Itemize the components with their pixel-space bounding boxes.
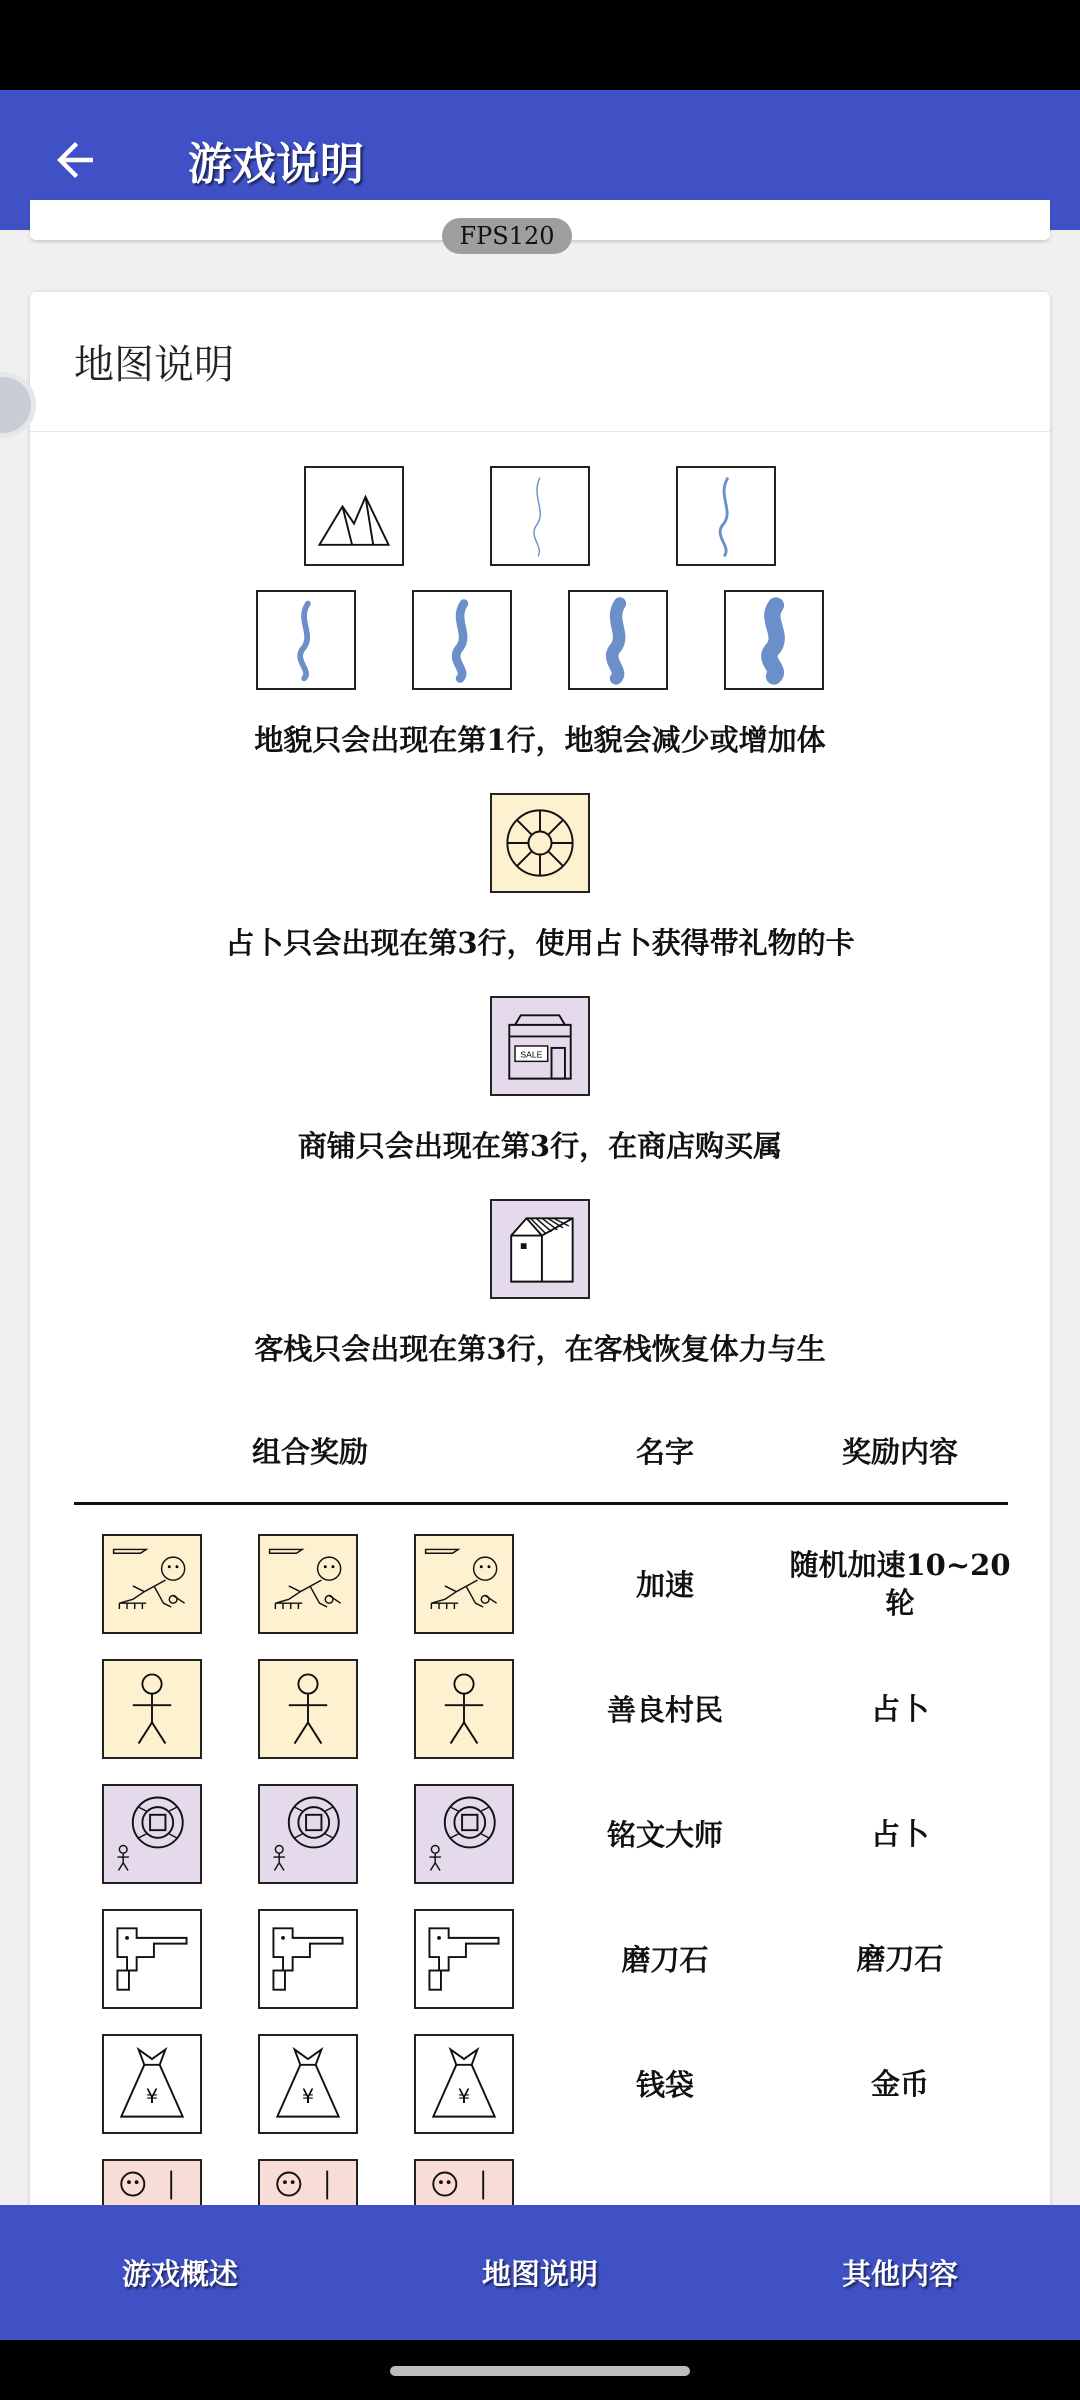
whetstone-icon bbox=[102, 1909, 202, 2009]
svg-text:¥: ¥ bbox=[457, 2084, 471, 2108]
river-tile-2 bbox=[676, 466, 776, 566]
combo-icons bbox=[30, 1784, 550, 1884]
mountain-tile bbox=[304, 466, 404, 566]
nav-map-description[interactable]: 地图说明 bbox=[481, 2257, 598, 2291]
card-title: 地图说明 bbox=[74, 342, 234, 388]
page-title: 游戏说明 bbox=[188, 139, 364, 190]
river-medium-icon bbox=[258, 592, 354, 688]
fps-badge: FPS120 bbox=[442, 218, 572, 254]
mountain-icon bbox=[306, 468, 402, 564]
shop-icon bbox=[492, 998, 588, 1094]
inscription-master-icon bbox=[102, 1784, 202, 1884]
map-description-card bbox=[30, 292, 1050, 2252]
terrain-description: 地貌只会出现在第1行，地貌会减少或增加体 bbox=[254, 723, 826, 757]
money-bag-icon bbox=[258, 2034, 358, 2134]
row-reward: 磨刀石 bbox=[856, 1941, 944, 1976]
shop-tile-wrap bbox=[30, 996, 1050, 1096]
nav-game-overview[interactable]: 游戏概述 bbox=[121, 2257, 238, 2291]
combo-icons bbox=[30, 2034, 550, 2134]
table-row bbox=[30, 1771, 1050, 1896]
home-indicator[interactable] bbox=[390, 2366, 690, 2376]
speed-rider-icon bbox=[258, 1534, 358, 1634]
whetstone-icon bbox=[258, 1909, 358, 2009]
river-thin-icon bbox=[492, 468, 588, 564]
divination-tile-wrap bbox=[30, 793, 1050, 893]
terrain-row-1 bbox=[30, 466, 1050, 566]
combo-icons bbox=[30, 1659, 550, 1759]
row-name: 铭文大师 bbox=[606, 1818, 723, 1852]
bottom-navigation bbox=[0, 2205, 1080, 2340]
river-tile-6 bbox=[724, 590, 824, 690]
reward-line: 随机加速10~20 bbox=[789, 1547, 1011, 1582]
inn-tile-wrap bbox=[30, 1199, 1050, 1299]
status-bar bbox=[0, 0, 1080, 90]
row-reward bbox=[780, 1546, 1020, 1622]
row-name: 善良村民 bbox=[606, 1693, 723, 1727]
svg-text:¥: ¥ bbox=[301, 2084, 315, 2108]
column-reward: 奖励内容 bbox=[841, 1435, 958, 1469]
svg-text:SALE: SALE bbox=[520, 1049, 543, 1060]
table-row bbox=[30, 1521, 1050, 1646]
villager-icon bbox=[102, 1659, 202, 1759]
row-name: 磨刀石 bbox=[621, 1943, 709, 1977]
divination-wheel-icon bbox=[492, 795, 588, 891]
table-header bbox=[30, 1430, 1050, 1502]
speed-rider-icon bbox=[102, 1534, 202, 1634]
svg-text:¥: ¥ bbox=[145, 2084, 159, 2108]
terrain-row-2 bbox=[30, 590, 1050, 690]
river-light-icon bbox=[678, 468, 774, 564]
shop-tile bbox=[490, 996, 590, 1096]
shop-description: 商铺只会出现在第3行，在商店购买属 bbox=[297, 1129, 783, 1163]
inn-tile bbox=[490, 1199, 590, 1299]
gesture-area bbox=[0, 2340, 1080, 2400]
combo-icons bbox=[30, 1534, 550, 1634]
whetstone-icon bbox=[414, 1909, 514, 2009]
row-name: 钱袋 bbox=[635, 2068, 694, 2102]
inscription-master-icon bbox=[414, 1784, 514, 1884]
table-row bbox=[30, 1646, 1050, 1771]
table-row bbox=[30, 1896, 1050, 2021]
river-widest-icon bbox=[726, 592, 822, 688]
river-tile-3 bbox=[256, 590, 356, 690]
row-name: 加速 bbox=[635, 1568, 694, 1602]
inscription-master-icon bbox=[258, 1784, 358, 1884]
combo-icons bbox=[30, 1909, 550, 2009]
row-reward: 占卜 bbox=[870, 1816, 929, 1851]
column-combo: 组合奖励 bbox=[251, 1435, 368, 1469]
speed-rider-icon bbox=[414, 1534, 514, 1634]
divination-tile bbox=[490, 793, 590, 893]
villager-icon bbox=[414, 1659, 514, 1759]
villager-icon bbox=[258, 1659, 358, 1759]
river-tile-1 bbox=[490, 466, 590, 566]
inn-icon bbox=[492, 1201, 588, 1297]
river-wider-icon bbox=[570, 592, 666, 688]
row-reward: 占卜 bbox=[870, 1691, 929, 1726]
row-reward: 金币 bbox=[870, 2066, 929, 2101]
river-tile-4 bbox=[412, 590, 512, 690]
river-wide-icon bbox=[414, 592, 510, 688]
money-bag-icon bbox=[414, 2034, 514, 2134]
column-name: 名字 bbox=[635, 1435, 694, 1469]
reward-line: 轮 bbox=[885, 1585, 915, 1620]
nav-other-content[interactable]: 其他内容 bbox=[841, 2257, 958, 2291]
arrow-left-icon bbox=[48, 133, 102, 187]
divination-description: 占卜只会出现在第3行，使用占卜获得带礼物的卡 bbox=[225, 926, 855, 960]
table-row bbox=[30, 2021, 1050, 2146]
inn-description: 客栈只会出现在第3行，在客栈恢复体力与生 bbox=[254, 1332, 826, 1366]
card-header bbox=[30, 292, 1050, 432]
money-bag-icon bbox=[102, 2034, 202, 2134]
river-tile-5 bbox=[568, 590, 668, 690]
